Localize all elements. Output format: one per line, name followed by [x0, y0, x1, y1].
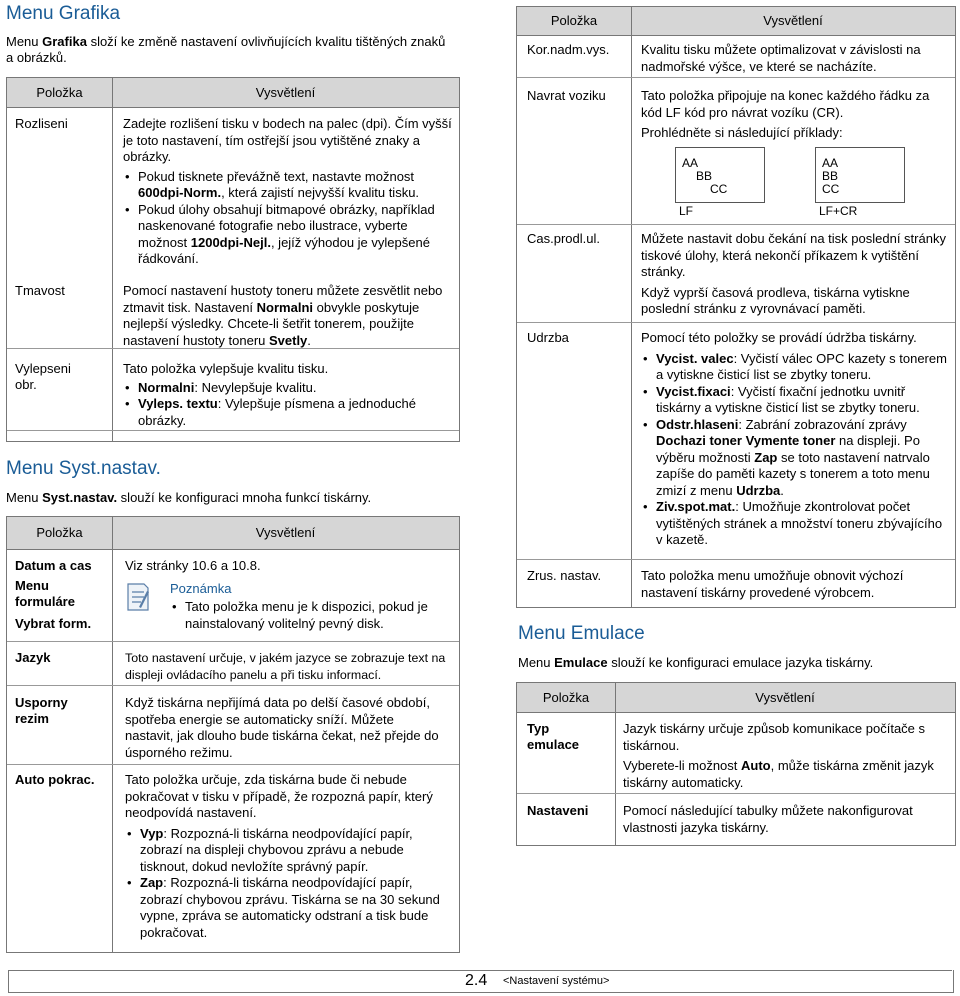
- desc-auto-pokrac: Tato položka určuje, zda tiskárna bude či nebude pokračovat v tisku v případě, že rozpozná papír, který neodpovídá nastavení. • Vyp: Rozpozná-li tiskárna neodpovídající papír, zobrazí na displeji chybovou zprávu a nebude tisknout, dokud nevložíte správný papír. • Zap: Rozpozná-li tiskárna neodpovídající papír, zobrazí chybovou zprávu. Tiskárna se na 30 sekund vypne, zpráva se automaticky odstraní a tisk bude pokračovat.: [125, 772, 445, 941]
- item-menu-formulare: Menu formuláre: [15, 578, 75, 609]
- example-lf-label: LF: [679, 204, 694, 218]
- item-jazyk: Jazyk: [15, 650, 51, 665]
- emulace-table: [516, 682, 956, 846]
- example-lfcr-box: AA BB CC: [815, 147, 905, 203]
- desc-jazyk: Toto nastavení určuje, v jakém jazyce se zobrazuje text na displeji ovládacího panelu a při tisku informací.: [125, 651, 446, 682]
- item-kor: Kor.nadm.vys.: [527, 42, 610, 57]
- syst-intro: Menu Syst.nastav. slouží ke konfiguraci mnoha funkcí tiskárny.: [6, 490, 372, 505]
- header-item: Položka: [36, 84, 83, 100]
- example-lfcr-label: LF+CR: [819, 204, 858, 218]
- header-desc: Vysvětlení: [255, 525, 316, 540]
- syst-table: [6, 516, 460, 953]
- item-nastaveni: Nastaveni: [527, 803, 589, 818]
- emulace-title: Menu Emulace: [518, 623, 645, 644]
- item-auto-pokrac: Auto pokrac.: [15, 772, 95, 787]
- note-text: • Tato položka menu je k dispozici, pokud je nainstalovaný volitelný pevný disk.: [170, 599, 440, 632]
- grafika-intro: Menu Grafika složí ke změně nastavení ovlivňujících kvalitu tištěných znaků a obrázků.: [6, 34, 446, 65]
- desc-cas: Můžete nastavit dobu čekání na tisk poslední stránky tiskové úlohy, která nekončí příkazem k vytištění stránky. Když vyprší časová prodleva, tiskárna vytiskne poslední stránku z vyrovnávací paměti.: [641, 231, 946, 316]
- header-desc: Vysvětlení: [763, 13, 823, 28]
- item-rozliseni: Rozliseni: [15, 116, 68, 131]
- item-typ-emulace: Typ emulace: [527, 721, 580, 752]
- desc-rozliseni: Zadejte rozlišení tisku v bodech na palec (dpi). Čím vyšší je toto nastavení, tím ostřejší jsou vytištěné znaky a obrázky. • Pokud tisknete převážně text, nastavte možnost 600dpi-Norm., která zajistí nejvyšší kvalitu tisku. • Pokud úlohy obsahují bitmapové obrázky, například naskenované fotografie nebo ilustrace, vyberte možnost 1200dpi-Nejl., jejíž výhodou je vylepšené řádkování.: [123, 116, 453, 268]
- desc-kor: Kvalitu tisku můžete optimalizovat v závislosti na nadmořské výšce, ve které se nacházíte.: [641, 42, 921, 74]
- footer: [8, 970, 954, 993]
- right-table: [516, 6, 956, 608]
- item-cas: Cas.prodl.ul.: [527, 231, 600, 246]
- emulace-intro: Menu Emulace slouží ke konfiguraci emulace jazyka tiskárny.: [518, 655, 874, 670]
- header-desc: Vysvětlení: [255, 84, 316, 100]
- item-zrus: Zrus. nastav.: [527, 568, 602, 583]
- header-item: Položka: [550, 13, 598, 28]
- item-vylepseni: Vylepseni obr.: [15, 361, 71, 392]
- example-lf-box: AA BB CC: [675, 147, 765, 203]
- item-usporny: Usporny rezim: [15, 695, 68, 726]
- item-udrzba: Udrzba: [527, 330, 569, 345]
- item-tmavost: Tmavost: [15, 283, 65, 298]
- desc-nastaveni: Pomocí následující tabulky můžete nakonfigurovat vlastnosti jazyka tiskárny.: [623, 803, 913, 835]
- chapter-name: <Nastavení systému>: [503, 975, 610, 987]
- desc-vylepseni: Tato položka vylepšuje kvalitu tisku. • Normalni: Nevylepšuje kvalitu. • Vyleps. textu: Vylepšuje písmena a jednoduché obrázky.: [123, 361, 453, 429]
- desc-zrus: Tato položka menu umožňuje obnovit výchozí nastavení tiskárny provedené výrobcem.: [641, 568, 904, 600]
- desc-udrzba: Pomocí této položky se provádí údržba tiskárny. • Vycist. valec: Vyčistí válec OPC kazety s tonerem a vytiskne čisticí list se zbytky toneru. • Vycist.fixaci: Vyčistí fixační jednotku uvnitř tiskárny a vytiskne čisticí list se zbytky toneru. • Odstr.hlaseni: Zabrání zobrazování zprávy Dochazi toner Vymente toner na displeji. Po výběru možnosti Zap se toto nastavení natrvalo zapíše do paměti kazety s tonerem a toto menu zmizí z menu Udrzba. • Ziv.spot.mat.: Umožňuje zkontrolovat počet vytištěných stránek a množství toneru zbývajícího v kazetě.: [641, 330, 951, 549]
- item-navrat: Navrat voziku: [527, 88, 606, 103]
- header-item: Položka: [542, 689, 590, 705]
- syst-title: Menu Syst.nastav.: [6, 458, 161, 479]
- header-item: Položka: [36, 525, 83, 540]
- desc-tmavost: Pomocí nastavení hustoty toneru můžete zesvětlit nebo ztmavit tisk. Nastavení Normalni obvykle poskytuje nejlepší výsledky. Chcete-li šetřit tonerem, použijte nastavení hustoty toneru Svetly.: [123, 283, 443, 348]
- grafika-table: [6, 77, 460, 442]
- item-vybrat-form: Vybrat form.: [15, 616, 92, 631]
- desc-datum: Viz stránky 10.6 a 10.8.: [125, 558, 261, 573]
- desc-usporny: Když tiskárna nepřijímá data po delší časové období, spotřeba energie se automaticky sníží. Můžete nastavit, jak dlouho bude tiskárna čekat, než přejde do úsporného režimu.: [125, 695, 439, 760]
- header-desc: Vysvětlení: [755, 689, 815, 705]
- item-datum: Datum a cas: [15, 558, 92, 573]
- desc-navrat: Tato položka připojuje na konec každého řádku za kód LF kód pro návrat vozíku (CR). Prohlédněte si následující příklady:: [641, 88, 930, 140]
- page-number: 2.4: [465, 972, 488, 989]
- grafika-title: Menu Grafika: [6, 3, 121, 24]
- note-icon: [125, 581, 151, 613]
- note-title: Poznámka: [170, 581, 232, 596]
- desc-typ-emulace: Jazyk tiskárny určuje způsob komunikace počítače s tiskárnou. Vyberete-li možnost Auto, může tiskárna změnit jazyk tiskárny automaticky.: [623, 721, 934, 790]
